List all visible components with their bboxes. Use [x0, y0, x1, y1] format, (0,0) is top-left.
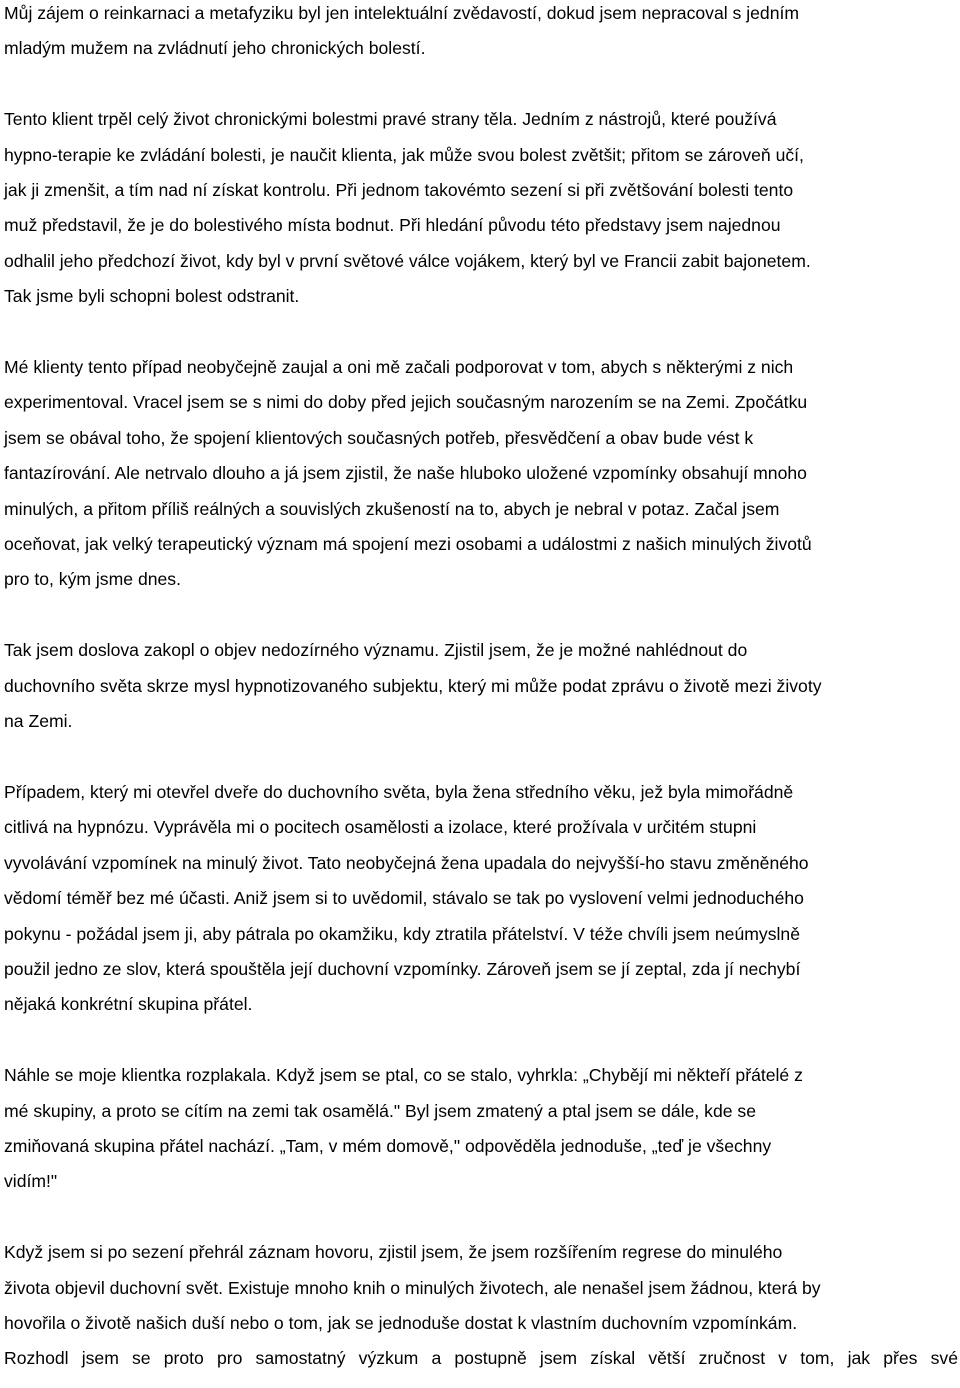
text-line: mladým mužem na zvládnutí jeho chronických bolestí.	[4, 38, 426, 59]
text-line: hovořila o životě našich duší nebo o tom, jak se jednoduše dostat k vlastním duchovním vzpomínkám.	[4, 1312, 798, 1333]
text-line: fantazírování. Ale netrvalo dlouho a já jsem zjistil, že naše hluboko uložené vzpomínky obsahují mnoho	[4, 463, 807, 484]
paragraph-7	[4, 1235, 958, 1377]
text-line: života objevil duchovní svět. Existuje mnoho knih o minulých životech, ale nenašel jsem žádnou, která by	[4, 1277, 821, 1298]
text-line: nějaká konkrétní skupina přátel.	[4, 994, 253, 1015]
text-line: Případem, který mi otevřel dveře do duchovního světa, byla žena středního věku, jež byla mimořádně	[4, 781, 794, 802]
text-line: oceňovat, jak velký terapeutický význam má spojení mezi osobami a událostmi z našich minulých životů	[4, 534, 812, 555]
text-line: Mé klienty tento případ neobyčejně zaujal a oni mě začali podporovat v tom, abych s některými z nich	[4, 357, 794, 378]
text-line: Rozhodl jsem se proto pro samostatný výzkum a postupně jsem získal větší zručnost v tom, jak přes své	[4, 1348, 958, 1369]
text-line: zmiňovaná skupina přátel nachází. „Tam, v mém domově," odpověděla jednoduše, „teď je všechny	[4, 1135, 772, 1156]
text-line: minulých, a přitom příliš reálných a souvislých zkušeností na to, abych je nebral v potaz. Začal jsem	[4, 498, 780, 519]
text-line: Tento klient trpěl celý život chronickými bolestmi pravé strany těla. Jedním z nástrojů, které používá	[4, 109, 777, 130]
text-line: vědomí téměř bez mé účasti. Aniž jsem si to uvědomil, stávalo se tak po vyslovení velmi jednoduchého	[4, 888, 804, 909]
text-line: odhalil jeho předchozí život, kdy byl v první světové válce vojákem, který byl ve Francii zabit bajonetem.	[4, 250, 811, 271]
paragraph-1	[4, 0, 958, 67]
text-line: hypno-terapie ke zvládání bolesti, je naučit klienta, jak může svou bolest zvětšit; přitom se zároveň učí,	[4, 144, 804, 165]
text-line: Tak jsem doslova zakopl o objev nedozírného významu. Zjistil jsem, že je možné nahlédnout do	[4, 640, 748, 661]
text-line: Náhle se moje klientka rozplakala. Když jsem se ptal, co se stalo, vyhrkla: „Chybějí mi někteří přátelé z	[4, 1065, 803, 1086]
text-line: experimentoval. Vracel jsem se s nimi do doby před jejich současným narozením se na Zemi. Zpočátku	[4, 392, 808, 413]
paragraph-2	[4, 102, 958, 314]
text-line: na Zemi.	[4, 711, 73, 732]
text-line: pokynu - požádal jsem ji, aby pátrala po okamžiku, kdy ztratila přátelství. V téže chvíli jsem neúmyslně	[4, 923, 800, 944]
document-page	[4, 0, 958, 1377]
paragraph-6	[4, 1058, 958, 1200]
text-line: muž představil, že je do bolestivého místa bodnut. Při hledání původu této představy jsem najednou	[4, 215, 781, 236]
text-line: duchovního světa skrze mysl hypnotizovaného subjektu, který mi může podat zprávu o životě mezi životy	[4, 675, 822, 696]
text-line: jak ji zmenšit, a tím nad ní získat kontrolu. Při jednom takovémto sezení si při zvětšování bolesti tento	[4, 180, 794, 201]
text-line: Můj zájem o reinkarnaci a metafyziku byl jen intelektuální zvědavostí, dokud jsem nepracoval s jedním	[4, 3, 800, 23]
text-line: mé skupiny, a proto se cítím na zemi tak osamělá." Byl jsem zmatený a ptal jsem se dále, kde se	[4, 1100, 757, 1121]
text-line: vidím!"	[4, 1171, 58, 1192]
text-line: jsem se obával toho, že spojení klientových současných potřeb, přesvědčení a obav bude vést k	[4, 427, 754, 448]
paragraph-4	[4, 633, 958, 739]
paragraph-5	[4, 775, 958, 1023]
text-line: použil jedno ze slov, která spouštěla její duchovní vzpomínky. Zároveň jsem se jí zeptal, zda jí nechybí	[4, 958, 801, 979]
paragraph-3	[4, 350, 958, 598]
text-line: Když jsem si po sezení přehrál záznam hovoru, zjistil jsem, že jsem rozšířením regrese do minulého	[4, 1242, 783, 1263]
text-line: citlivá na hypnózu. Vyprávěla mi o pocitech osamělosti a izolace, které prožívala v určitém stupni	[4, 817, 757, 838]
text-line: Tak jsme byli schopni bolest odstranit.	[4, 286, 300, 307]
text-line: pro to, kým jsme dnes.	[4, 569, 181, 590]
text-line: vyvolávání vzpomínek na minulý život. Tato neobyčejná žena upadala do nejvyšší-ho stavu změněného	[4, 852, 809, 873]
